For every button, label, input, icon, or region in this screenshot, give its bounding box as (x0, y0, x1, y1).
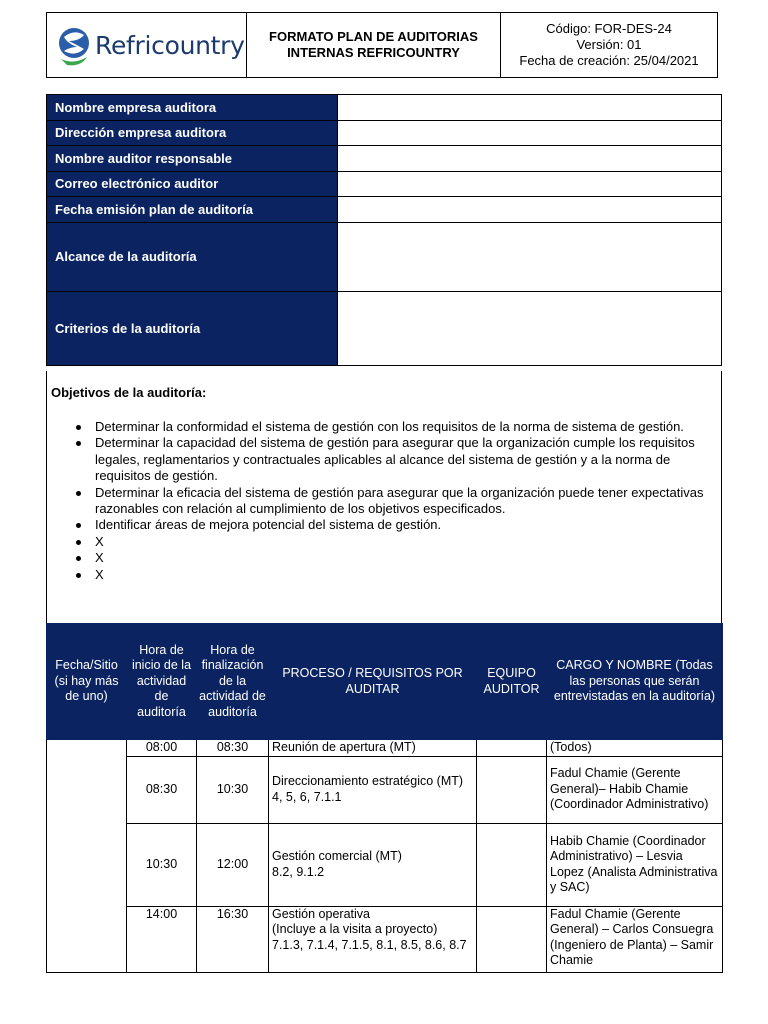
objective-item: X (71, 550, 711, 566)
header-end-time: Hora de finalización de la actividad de auditoría (197, 624, 269, 740)
refricountry-logo-icon (57, 23, 91, 67)
audit-team-cell[interactable] (477, 756, 547, 823)
audit-team-cell[interactable] (477, 906, 547, 972)
info-label: Dirección empresa auditora (47, 120, 338, 146)
start-time-cell: 14:00 (127, 906, 197, 972)
start-time-cell: 08:00 (127, 740, 197, 757)
process-cell: Direccionamiento estratégico (MT) 4, 5, 6, 7.1.1 (269, 756, 477, 823)
info-value-field[interactable] (338, 146, 722, 172)
document-header (46, 12, 718, 78)
document-title-cell (247, 13, 501, 77)
info-value-field[interactable] (338, 120, 722, 146)
objective-item: Determinar la conformidad el sistema de gestión con los requisitos de la norma de sistema de gestión. (71, 419, 711, 435)
document-meta (501, 13, 717, 77)
document-version: Versión: 01 (576, 37, 642, 52)
info-label: Nombre auditor responsable (47, 146, 338, 172)
audit-team-cell[interactable] (477, 740, 547, 757)
info-value-field[interactable] (338, 95, 722, 121)
info-value-field[interactable] (338, 197, 722, 223)
info-row (47, 146, 722, 172)
objectives-section (46, 371, 722, 623)
info-row (47, 95, 722, 121)
document-created-date: Fecha de creación: 25/04/2021 (519, 53, 699, 68)
objective-item: X (71, 567, 711, 583)
people-cell: Fadul Chamie (Gerente General) – Carlos Consuegra (Ingeniero de Planta) – Samir Chamie (547, 906, 723, 972)
table-row (47, 906, 723, 972)
end-time-cell: 12:00 (197, 823, 269, 906)
start-time-cell: 10:30 (127, 823, 197, 906)
table-row (47, 740, 723, 757)
info-value-field[interactable] (338, 291, 722, 365)
process-cell: Gestión operativa (Incluye a la visita a proyecto) 7.1.3, 7.1.4, 7.1.5, 8.1, 8.5, 8.6, 8.7 (269, 906, 477, 972)
end-time-cell: 10:30 (197, 756, 269, 823)
header-audit-team: EQUIPO AUDITOR (477, 624, 547, 740)
process-cell: Reunión de apertura (MT) (269, 740, 477, 757)
brand-name: Refricountry (95, 30, 245, 60)
start-time-cell: 08:30 (127, 756, 197, 823)
schedule-date-cell[interactable] (47, 740, 127, 973)
audit-schedule-table (46, 623, 723, 973)
objectives-list (71, 419, 711, 583)
people-cell: Habib Chamie (Coordinador Administrativo) – Lesvia Lopez (Analista Administrativa y SAC) (547, 823, 723, 906)
objectives-title: Objetivos de la auditoría: (51, 385, 207, 400)
info-value-field[interactable] (338, 222, 722, 291)
objective-item: Determinar la capacidad del sistema de gestión para asegurar que la organización cumple los requisitos legales, reglamentarios y contractuales aplicables al alcance del sistema de gestión y a la norma de requisitos de gestión. (71, 435, 711, 484)
info-label: Criterios de la auditoría (47, 291, 338, 365)
info-value-field[interactable] (338, 171, 722, 197)
info-label: Fecha emisión plan de auditoría (47, 197, 338, 223)
document-code: Código: FOR-DES-24 (546, 21, 672, 36)
info-label: Alcance de la auditoría (47, 222, 338, 291)
end-time-cell: 16:30 (197, 906, 269, 972)
table-row (47, 756, 723, 823)
header-start-time: Hora de inicio de la actividad de auditoría (127, 624, 197, 740)
audit-team-cell[interactable] (477, 823, 547, 906)
header-date: Fecha/Sitio (si hay más de uno) (47, 624, 127, 740)
people-cell: Fadul Chamie (Gerente General)– Habib Chamie (Coordinador Administrativo) (547, 756, 723, 823)
info-row (47, 222, 722, 291)
process-cell: Gestión comercial (MT) 8.2, 9.1.2 (269, 823, 477, 906)
people-cell: (Todos) (547, 740, 723, 757)
audit-info-table (46, 94, 722, 366)
table-row (47, 823, 723, 906)
info-row (47, 120, 722, 146)
info-row (47, 171, 722, 197)
info-row (47, 197, 722, 223)
info-label: Correo electrónico auditor (47, 171, 338, 197)
document-title: FORMATO PLAN DE AUDITORIAS INTERNAS REFRICOUNTRY (269, 29, 478, 60)
header-people: CARGO Y NOMBRE (Todas las personas que serán entrevistadas en la auditoría) (547, 624, 723, 740)
info-label: Nombre empresa auditora (47, 95, 338, 121)
logo (47, 13, 247, 77)
objective-item: Determinar la eficacia del sistema de gestión para asegurar que la organización puede tener expectativas razonables con relación al cumplimiento de los objetivos especificados. (71, 485, 711, 518)
header-process: PROCESO / REQUISITOS POR AUDITAR (269, 624, 477, 740)
end-time-cell: 08:30 (197, 740, 269, 757)
objective-item: Identificar áreas de mejora potencial del sistema de gestión. (71, 517, 711, 533)
info-row (47, 291, 722, 365)
schedule-header-row (47, 624, 723, 740)
objective-item: X (71, 534, 711, 550)
